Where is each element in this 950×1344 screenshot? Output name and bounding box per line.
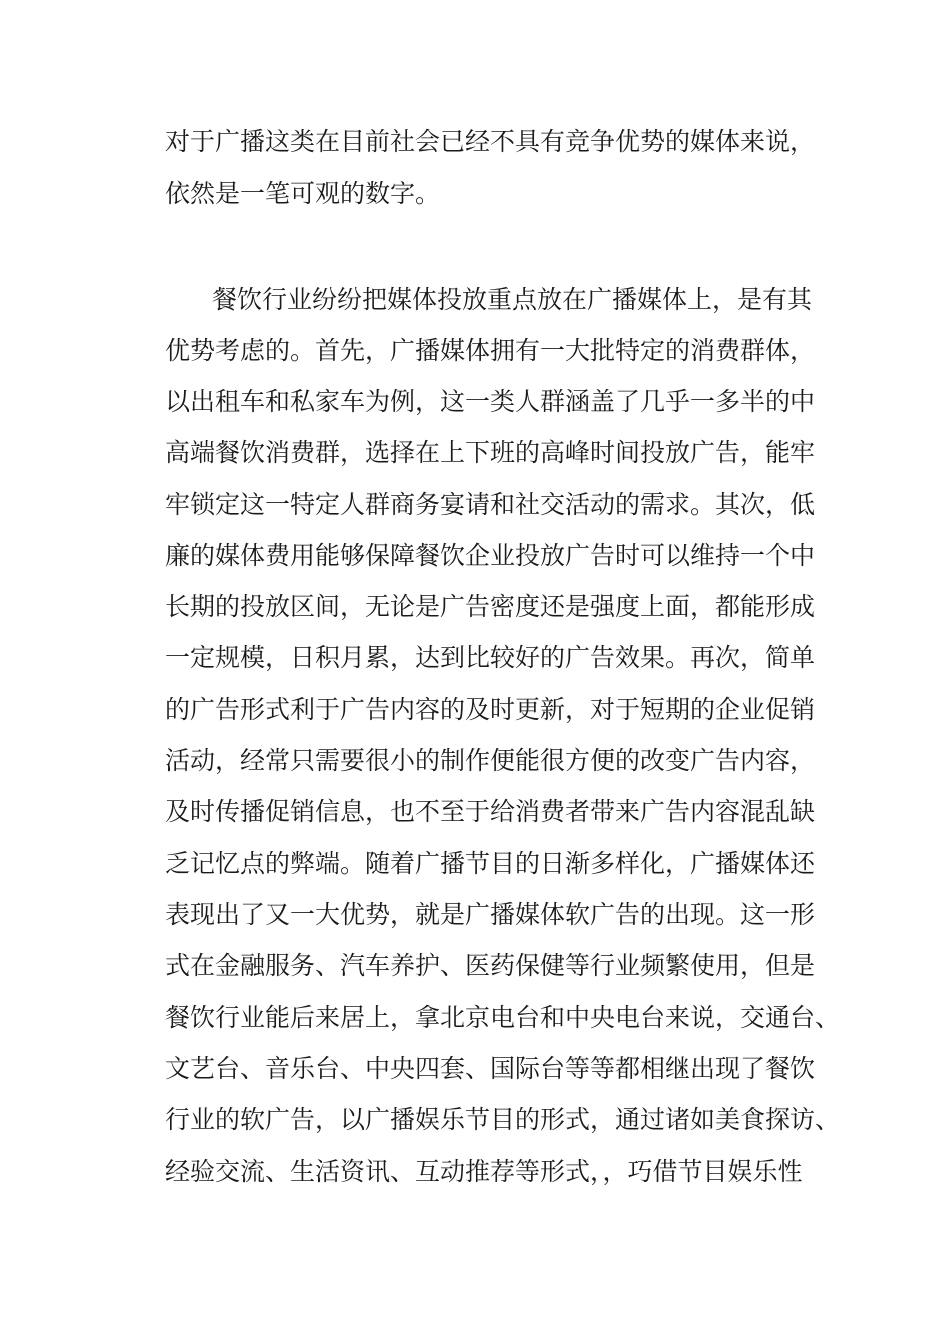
text-line: 餐饮行业能后来居上，拿北京电台和中央电台来说，交通台、: [165, 1003, 841, 1032]
text-line: 及时传播促销信息，也不至于给消费者带来广告内容混乱缺: [165, 797, 816, 826]
text-line: 经验交流、生活资讯、互动推荐等形式，，巧借节目娱乐性: [165, 1157, 803, 1186]
text-line: 文艺台、音乐台、中央四套、国际台等等都相继出现了餐饮: [165, 1054, 816, 1083]
text-line: 对于广播这类在目前社会已经不具有竞争优势的媒体来说，: [165, 127, 816, 156]
text-line: 餐饮行业纷纷把媒体投放重点放在广播媒体上，是有其: [212, 285, 813, 314]
text-line: 依然是一笔可观的数字。: [165, 179, 441, 208]
text-line: 活动，经常只需要很小的制作便能很方便的改变广告内容，: [165, 746, 816, 775]
text-line: 廉的媒体费用能够保障餐饮企业投放广告时可以维持一个中: [165, 541, 816, 570]
text-line: 的广告形式利于广告内容的及时更新，对于短期的企业促销: [165, 695, 816, 724]
text-line: 表现出了又一大优势，就是广播媒体软广告的出现。这一形: [165, 900, 816, 929]
text-line: 一定规模，日积月累，达到比较好的广告效果。再次，简单: [165, 643, 816, 672]
text-line: 式在金融服务、汽车养护、医药保健等行业频繁使用，但是: [165, 951, 816, 980]
text-line: 行业的软广告，以广播娱乐节目的形式，通过诸如美食探访、: [165, 1105, 841, 1134]
text-line: 长期的投放区间，无论是广告密度还是强度上面，都能形成: [165, 592, 816, 621]
text-line: 以出租车和私家车为例，这一类人群涵盖了几乎一多半的中: [165, 387, 816, 416]
text-line: 牢锁定这一特定人群商务宴请和社交活动的需求。其次，低: [165, 490, 816, 519]
text-line: 乏记忆点的弊端。随着广播节目的日渐多样化，广播媒体还: [165, 849, 816, 878]
text-line: 优势考虑的。首先，广播媒体拥有一大批特定的消费群体，: [165, 336, 816, 365]
text-line: 高端餐饮消费群，选择在上下班的高峰时间投放广告，能牢: [165, 438, 816, 467]
